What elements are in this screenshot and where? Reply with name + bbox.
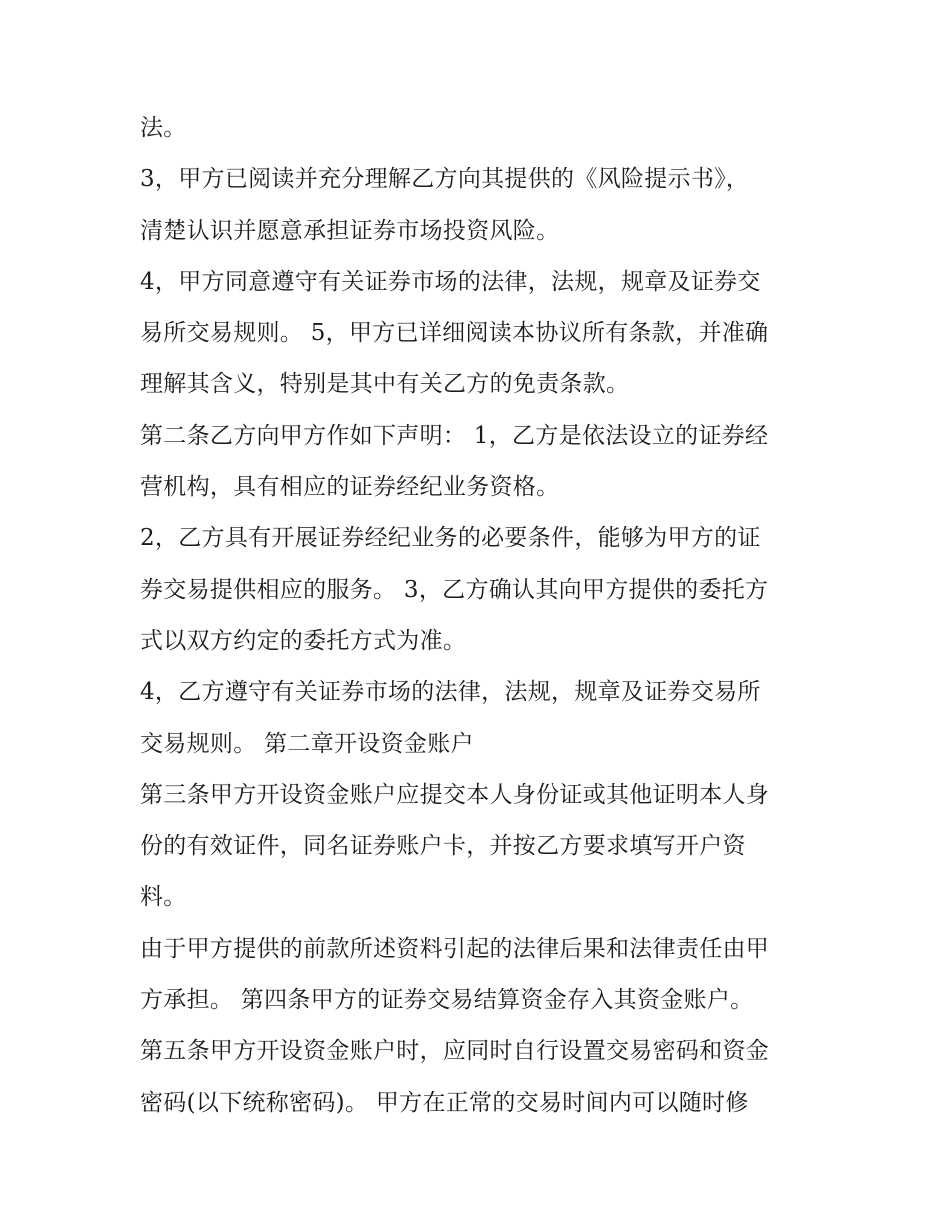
text-line: 2，乙方具有开展证券经纪业务的必要条件，能够为甲方的证 bbox=[140, 525, 761, 552]
text-line: 第二条乙方向甲方作如下声明： 1，乙方是依法设立的证券经 bbox=[140, 422, 769, 449]
text-line: 料。 bbox=[140, 884, 187, 911]
text-line: 交易规则。 第二章开设资金账户 bbox=[140, 730, 474, 757]
text-line: 第三条甲方开设资金账户应提交本人身份证或其他证明本人身 bbox=[140, 781, 770, 808]
document-body bbox=[140, 108, 820, 1134]
text-line: 法。 bbox=[140, 115, 187, 141]
text-line: 第五条甲方开设资金账户时，应同时自行设置交易密码和资金 bbox=[140, 1038, 770, 1065]
text-line: 份的有效证件，同名证券账户卡，并按乙方要求填写开户资 bbox=[140, 833, 746, 860]
text-line: 3，甲方已阅读并充分理解乙方向其提供的《风险提示书》， bbox=[140, 166, 750, 193]
text-line: 4，甲方同意遵守有关证券市场的法律，法规，规章及证券交 bbox=[140, 268, 761, 295]
text-line: 方承担。 第四条甲方的证券交易结算资金存入其资金账户。 bbox=[140, 987, 754, 1014]
text-line: 理解其含义，特别是其中有关乙方的免责条款。 bbox=[140, 371, 630, 398]
text-line: 式以双方约定的委托方式为准。 bbox=[140, 627, 467, 654]
text-line: 由于甲方提供的前款所述资料引起的法律后果和法律责任由甲 bbox=[140, 935, 770, 962]
text-line: 密码(以下统称密码)。 甲方在正常的交易时间内可以随时修 bbox=[140, 1089, 749, 1116]
text-line: 营机构，具有相应的证券经纪业务资格。 bbox=[140, 474, 560, 501]
text-line: 清楚认识并愿意承担证券市场投资风险。 bbox=[140, 217, 560, 244]
text-line: 4，乙方遵守有关证券市场的法律，法规，规章及证券交易所 bbox=[140, 679, 761, 706]
text-line: 易所交易规则。 5，甲方已详细阅读本协议所有条款，并准确 bbox=[140, 320, 769, 347]
text-line: 券交易提供相应的服务。 3，乙方确认其向甲方提供的委托方 bbox=[140, 576, 769, 603]
